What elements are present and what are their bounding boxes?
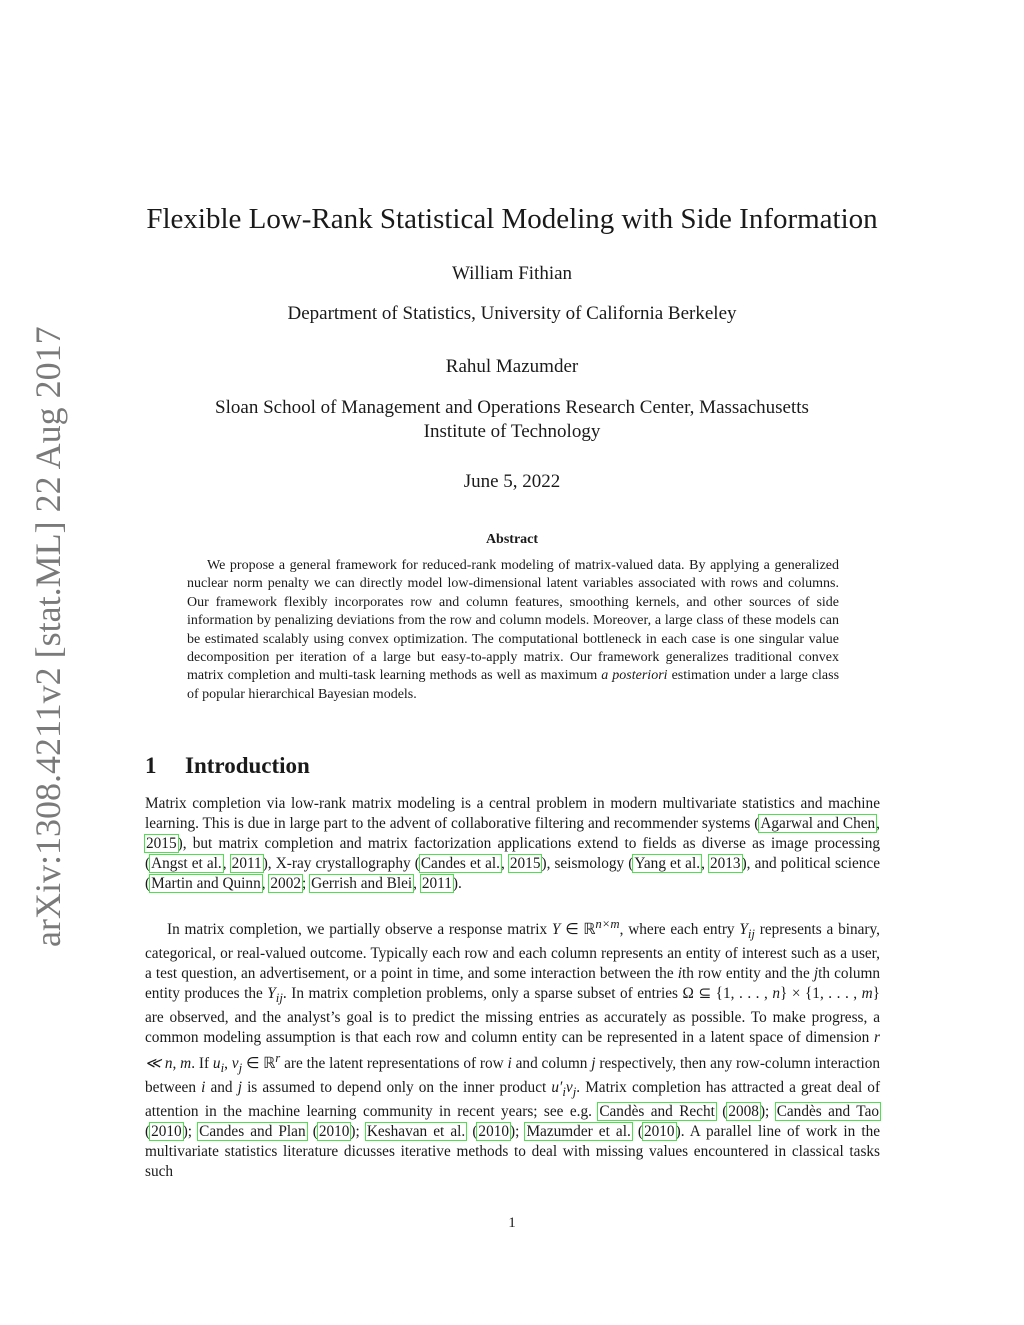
citation-link[interactable]: Candes et al. (420, 855, 500, 872)
citation-year-link[interactable]: 2010 (478, 1123, 510, 1141)
citation-link[interactable]: Gerrish and Blei (311, 875, 413, 892)
affiliation-line: Institute of Technology (423, 421, 601, 442)
page-number: 1 (508, 1215, 516, 1231)
citation-link[interactable]: Keshavan et al. (366, 1123, 466, 1141)
citation-link[interactable]: Candes and Plan (199, 1123, 306, 1141)
citation-link[interactable]: Angst et al. (151, 855, 222, 872)
section-number: 1 (145, 753, 157, 778)
author-name: William Fithian (451, 263, 573, 284)
citation-year-link[interactable]: 2010 (318, 1123, 350, 1141)
citation-year-link[interactable]: 2010 (151, 1123, 182, 1141)
intro-paragraph-1: Matrix completion via low-rank matrix modeling is a central problem in modern multivariate statistics and machine learning. This is due in large part to the advent of collaborative filtering and recommender systems (Agarwal and Chen, 2015), but matrix completion and matrix factorization applications extend to fields as diverse as image processing (Angst et al., 2011), X-ray crystallography (Candes et al., 2015), seismology (Yang et al., 2013), and political science (Martin and Quinn, 2002; Gerrish and Blei, 2011). (145, 795, 880, 892)
abstract-italic: a posteriori (601, 668, 668, 684)
abstract-text: We propose a general framework for reduced-rank modeling of matrix-valued data. By applying a generalized nuclear norm penalty we can directly model low-dimensional latent variables associated with rows and columns. Our framework flexibly incorporates row and column features, smoothing kernels, and other sources of side information by penalizing deviations from the row and column models. Moreover, a large class of these models can be estimated scalably using convex optimization. The computational bottleneck in each case is one singular value decomposition per iteration of a large but easy-to-apply matrix. Our framework generalizes traditional convex matrix completion and multi-task learning methods as well as maximum a posteriori estimation under a large class of popular hierarchical Bayesian models. (187, 558, 840, 702)
citation-year-link[interactable]: 2011 (231, 855, 262, 872)
citation-link[interactable]: Agarwal and Chen (760, 815, 876, 832)
citation-year-link[interactable]: 2015 (509, 855, 541, 872)
arxiv-identifier-stamp: arXiv:1308.4211v2 [stat.ML] 22 Aug 2017 (28, 326, 68, 947)
citation-link[interactable]: Candès and Tao (776, 1103, 880, 1121)
citation-link[interactable]: Martin and Quinn (151, 875, 261, 892)
author-affiliation: Department of Statistics, University of California Berkeley (287, 303, 737, 324)
author-name: Rahul Mazumder (445, 356, 579, 377)
citation-year-link[interactable]: 2008 (728, 1103, 759, 1121)
citation-link[interactable]: Mazumder et al. (526, 1123, 631, 1141)
citation-year-link[interactable]: 2002 (270, 875, 301, 892)
citation-year-link[interactable]: 2015 (146, 835, 177, 852)
citation-link[interactable]: Yang et al. (634, 855, 701, 872)
paper-title: Flexible Low-Rank Statistical Modeling with Side Information (146, 203, 878, 235)
section-title: Introduction (185, 753, 310, 778)
abstract-heading: Abstract (485, 532, 539, 547)
citation-year-link[interactable]: 2010 (643, 1123, 675, 1141)
intro-paragraph-2: In matrix completion, we partially observe a response matrix Y ∈ ℝ$^{n\times m}$, where each entry $Y_{ij}$ represents a binary, categorical, or real-valued outcome. Typically each row and each column represents an entity of interest such as a user, a test question, an advertisement, or a point in time, and some interaction between the ith row entity and the jth column entity produces the $Y_{ij}$. In matrix completion problems, only a sparse subset of entries Ω ⊆ {1, . . . , n} × {1, . . . , m} are observed, and the analyst’s goal is to predict the missing entries as accurately as possible. To make progress, a common modeling assumption is that each row and column entity can be represented in a latent space of dimension r ≪ n, m. If $u_i$, $v_j$ ∈ ℝ$^r$ are the latent representations of row i and column j respectively, then any row-column interaction between i and j is assumed to depend only on the inner product $u'_iv_j$. Matrix completion has attracted a great deal of attention in the machine learning community in recent years; see e.g. Candès and Recht (2008); Candès and Tao (2010); Candes and Plan (2010); Keshavan et al. (2010); Mazumder et al. (2010). A parallel line of work in the multivariate statistics literature dicusses iterative methods to deal with missing values encountered in classical tasks such (145, 917, 881, 1181)
citation-year-link[interactable]: 2013 (709, 855, 741, 872)
author-affiliation (0, 396, 1024, 444)
paper-date: June 5, 2022 (463, 471, 561, 492)
affiliation-line: Sloan School of Management and Operations Research Center, Massachusetts (215, 397, 809, 418)
section-heading (145, 753, 310, 779)
citation-link[interactable]: Candès and Recht (599, 1103, 715, 1121)
citation-year-link[interactable]: 2011 (421, 875, 452, 892)
